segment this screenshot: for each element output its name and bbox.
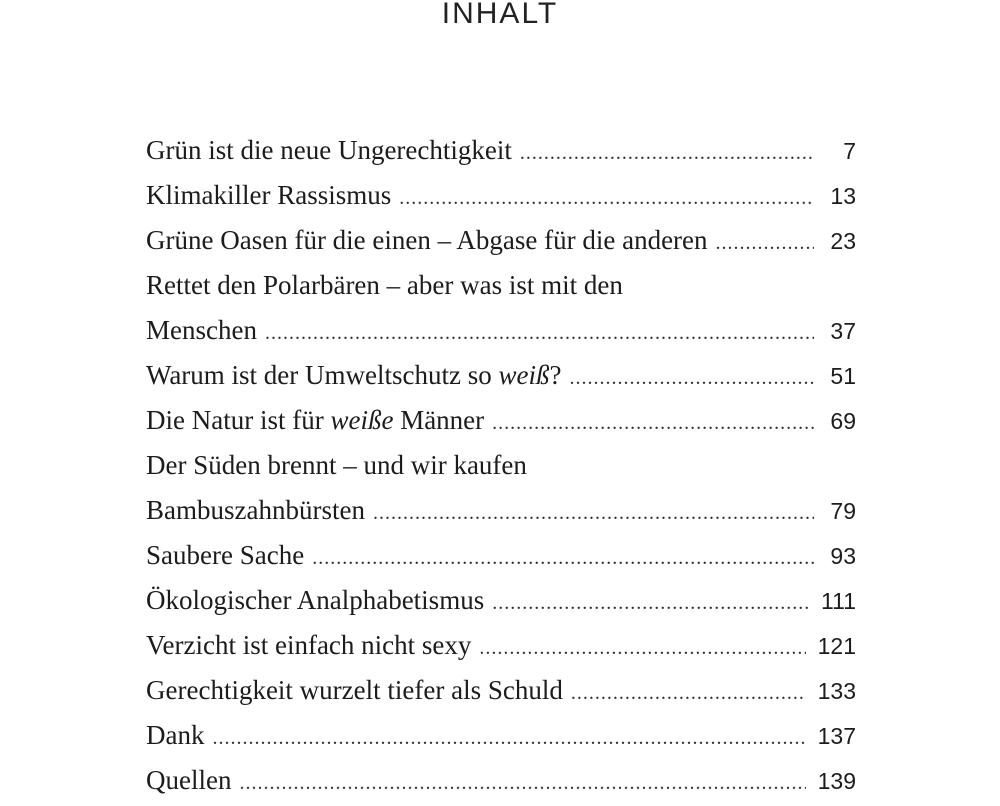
toc-page-number: 93 [830,543,856,569]
toc-entry [146,578,856,623]
toc-entry [146,758,856,803]
toc-page-number: 121 [817,633,856,659]
toc-entry-title-continued: Menschen [146,315,257,345]
toc-entry-first-line [146,263,856,308]
page-title: INHALT [441,0,559,30]
toc-entry [146,218,856,263]
toc-page-number: 111 [821,588,856,614]
dot-leader [265,311,814,356]
toc-page-number: 137 [817,723,856,749]
toc-entry-title: Der Süden brennt – und wir kaufen [146,450,527,480]
dot-leader [716,221,814,266]
toc-entry-continuation [146,308,856,353]
italic-word: weiß [498,360,550,390]
toc-entry [146,623,856,668]
dot-leader [212,716,805,761]
toc-entry-title: Saubere Sache [146,540,305,570]
toc-page-number: 7 [843,138,856,164]
toc-entry-title: Dank [146,720,205,750]
toc-entry [146,713,856,758]
dot-leader [520,131,814,176]
toc-page-number: 79 [830,498,856,524]
toc-entry-first-line [146,443,856,488]
toc-entry [146,128,856,173]
toc-entry-title: Klimakiller Rassismus [146,180,392,210]
toc-entry [146,353,856,398]
italic-word: weiße [330,405,394,435]
dot-leader [571,671,806,716]
toc-entry-title: Gerechtigkeit wurzelt tiefer als Schuld [146,675,563,705]
toc-entry-title: Rettet den Polarbären – aber was ist mit den [146,270,623,300]
toc-page-number: 133 [817,678,856,704]
toc-entry [146,668,856,713]
toc-entry-title: Verzicht ist einfach nicht sexy [146,630,472,660]
toc-page-number: 69 [830,408,856,434]
toc-entry-title: Die Natur ist für weiße Männer [146,405,485,435]
dot-leader [239,761,805,806]
toc-entry-title: Grüne Oasen für die einen – Abgase für die anderen [146,225,708,255]
dot-leader [492,581,809,626]
toc-page-number: 23 [830,228,856,254]
dot-leader [570,356,815,401]
toc-entry-title: Ökologischer Analphabetismus [146,585,485,615]
toc-page-number: 37 [830,318,856,344]
toc-page-number: 51 [830,363,856,389]
toc-page-number: 139 [817,768,856,794]
toc-entry [146,173,856,218]
dot-leader [373,491,814,536]
dot-leader [492,401,814,446]
toc-page-number: 13 [830,183,856,209]
toc-entry-title: Grün ist die neue Ungerechtigkeit [146,135,512,165]
toc-entry-title: Warum ist der Umweltschutz so weiß? [146,360,562,390]
dot-leader [312,536,814,581]
table-of-contents [146,128,856,803]
dot-leader [479,626,805,671]
toc-entry [146,398,856,443]
toc-entry-continuation [146,488,856,533]
toc-entry [146,533,856,578]
toc-entry-title: Quellen [146,765,232,795]
toc-entry-title-continued: Bambuszahnbürsten [146,495,365,525]
dot-leader [399,176,814,221]
